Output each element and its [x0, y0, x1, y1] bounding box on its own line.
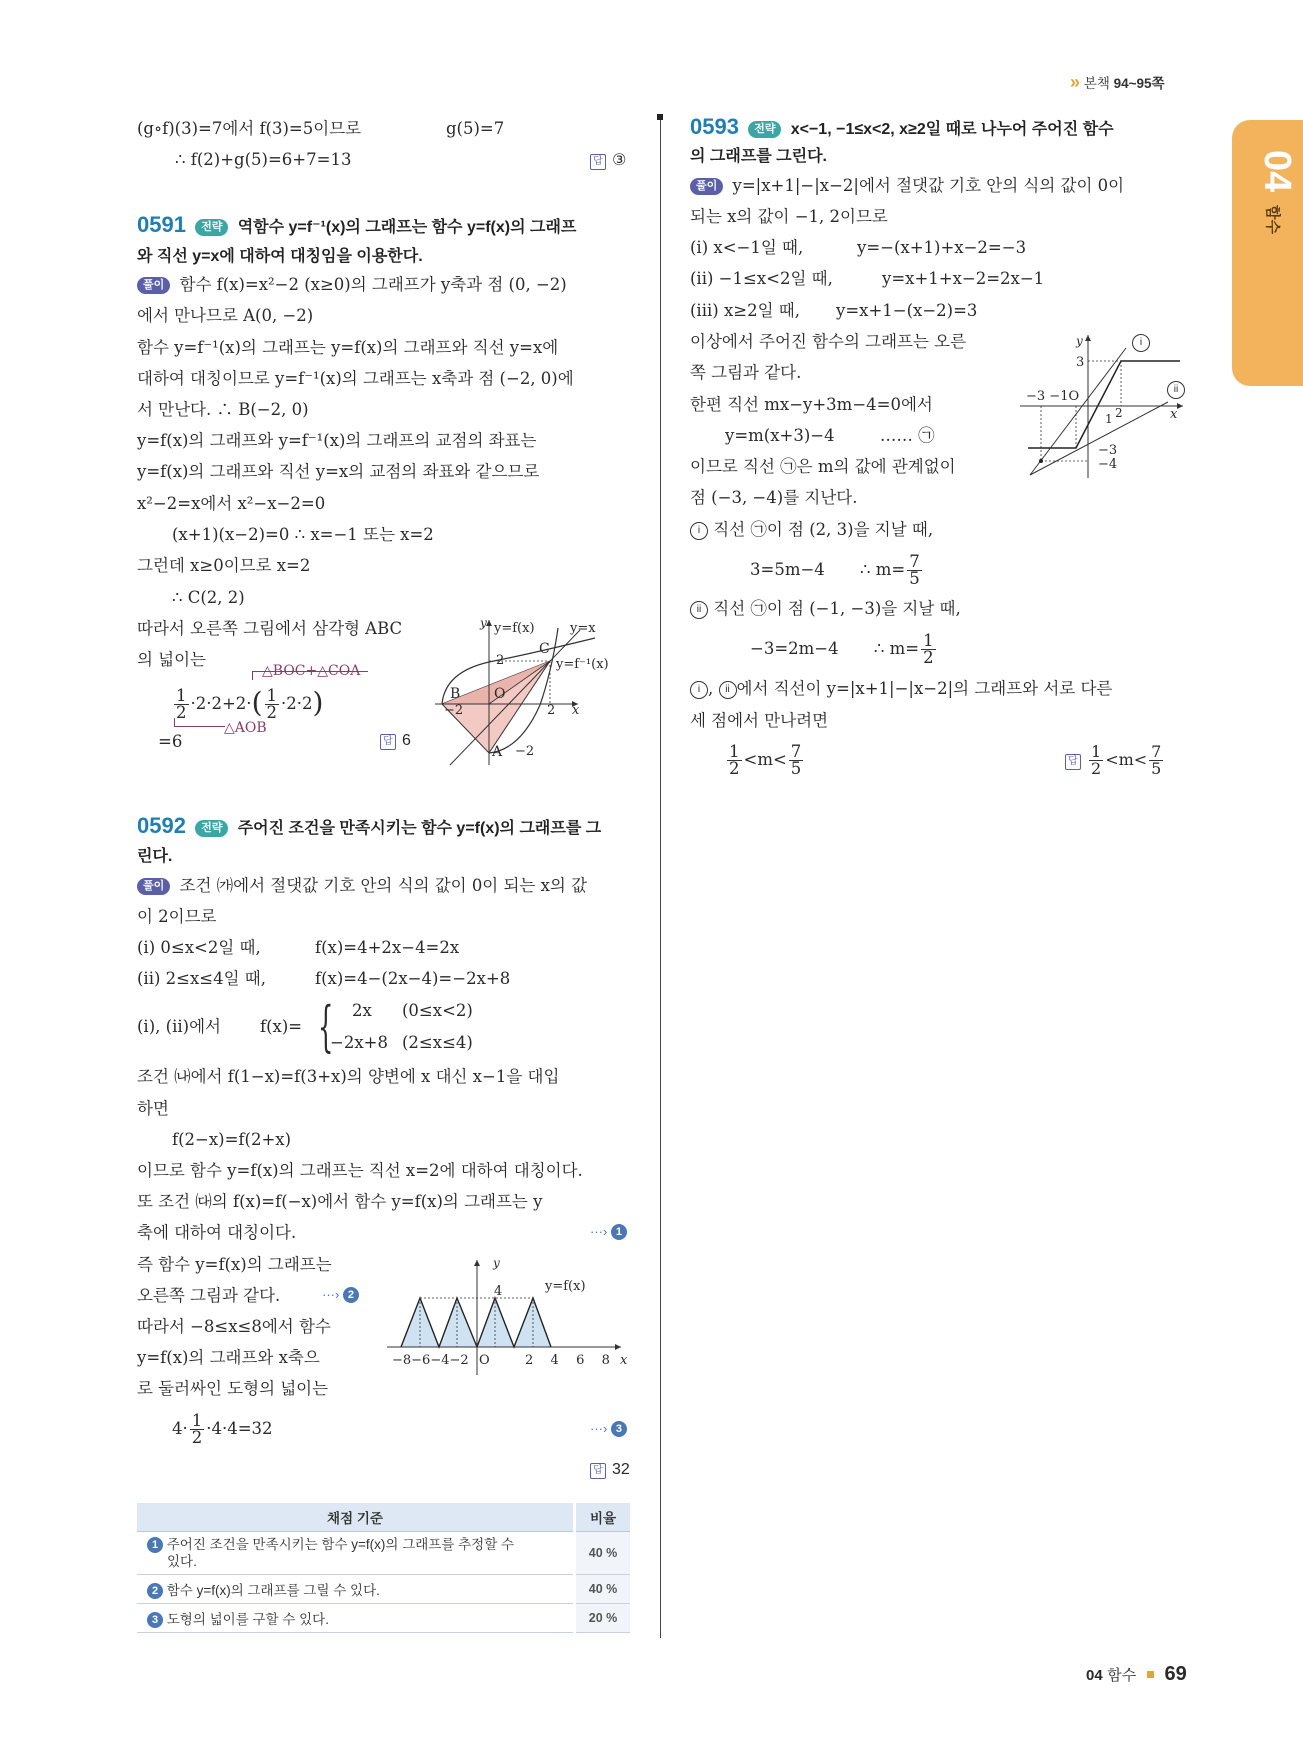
p0592-line9: 즉 함수 y=f(x)의 그래프는 — [137, 1255, 332, 1274]
p0592-strategy-text1: 주어진 조건을 만족시키는 함수 y=f(x)의 그래프를 그 — [237, 820, 602, 837]
header-arrow: » — [1070, 72, 1081, 92]
answer-icon: 답 — [380, 734, 396, 750]
answer-icon: 답 — [1065, 754, 1081, 770]
p0592-piecewise-f: f(x)= — [260, 1017, 303, 1036]
graph3-tick-m4: −4 — [1098, 457, 1118, 472]
table-row: 1 주어진 조건을 만족시키는 함수 y=f(x)의 그래프를 추정할 수 있다. 40 % — [137, 1532, 630, 1575]
p0592-strategy-text2: 린다. — [137, 848, 173, 865]
solution-tag: 풀이 — [690, 178, 723, 195]
graph-label-y: y — [480, 616, 487, 630]
p0590-line1b: g(5)=7 — [446, 119, 505, 138]
p0593-line5: 한편 직선 mx−y+3m−4=0에서 — [690, 395, 933, 414]
graph2-x-ticks-neg: −8−6−4−2 — [392, 1353, 469, 1368]
roman-i-icon: i — [690, 522, 708, 540]
p0593-case2b: y=x+1+x−2=2x−1 — [882, 269, 1045, 288]
p0592-pw2b: (2≤x≤4) — [402, 1033, 473, 1052]
graph3-tick-3: 3 — [1076, 355, 1085, 370]
step-number-icon: 1 — [147, 1537, 163, 1553]
strategy-tag: 전략 — [195, 820, 228, 837]
p0593-item1-eq: 3=5m−4 ∴ m= $\frac{7}{5}$ — [750, 552, 920, 588]
p0593-line3: 이상에서 주어진 함수의 그래프는 오른 — [690, 332, 967, 351]
half-fraction: $\frac{1}{2}$ — [176, 686, 187, 722]
p0592-answer: 답 32 — [590, 1461, 630, 1479]
p0593-line2: 되는 x의 값이 −1, 2이므로 — [690, 207, 888, 226]
step-ref-2: ···› 2 — [322, 1287, 359, 1303]
column-divider — [660, 118, 661, 1638]
p0592-line8: 축에 대하여 대칭이다. — [137, 1223, 297, 1242]
strategy-tag: 전략 — [748, 121, 781, 138]
graph3-tick-1: 1 — [1105, 412, 1113, 426]
fraction-1-2: $\frac{1}{2}$ — [923, 631, 934, 667]
p0592-pw1a: 2x — [352, 1001, 372, 1020]
step-number-icon: 2 — [147, 1583, 163, 1599]
chapter-tab-number: 04 — [1256, 150, 1298, 193]
p0593-strategy-text2: 의 그래프를 그린다. — [690, 148, 827, 165]
graph3-label-x: x — [1170, 407, 1178, 422]
p0590-answer: 답 ③ — [590, 150, 626, 170]
answer-icon: 답 — [590, 1463, 606, 1479]
p0593-case2a: (ii) −1≤x<2일 때, — [690, 269, 833, 288]
fraction-1-2: $\frac{1}{2}$ — [729, 742, 740, 778]
p0591-strategy-text2: 와 직선 y=x에 대하여 대칭임을 이용한다. — [137, 248, 423, 265]
fraction-7-5: $\frac{7}{5}$ — [909, 552, 920, 588]
graph3-label-y: y — [1076, 334, 1083, 348]
graph-tick-2y: 2 — [496, 653, 505, 668]
p0593-item1: i 직선 ㉠이 점 (2, 3)을 지날 때, — [690, 519, 933, 541]
p0592-line10: 오른쪽 그림과 같다. — [137, 1286, 281, 1305]
graph3-mark-i: i — [1132, 334, 1150, 352]
p0591-sol-line7: x²−2=x에서 x²−x−2=0 — [137, 494, 326, 513]
graph2-label-x: x — [620, 1353, 628, 1368]
chapter-tab-label: 함수 — [1264, 205, 1281, 234]
p0592-line5: f(2−x)=f(2+x) — [172, 1130, 292, 1149]
solution-tag: 풀이 — [137, 277, 170, 294]
p0593-number: 0593 — [690, 114, 739, 139]
p0591-sol-line1: 에서 만나므로 A(0, −2) — [137, 306, 314, 325]
p0591-sol-line5: y=f(x)의 그래프와 y=f⁻¹(x)의 그래프의 교점의 좌표는 — [137, 431, 537, 450]
brace-bottom-label: △AOB — [224, 720, 267, 736]
p0591-area-expr: $\frac{1}{2}$ ·2·2+2·( $\frac{1}{2}$ ·2·2) — [176, 686, 324, 722]
p0593-line8: 점 (−3, −4)를 지난다. — [690, 488, 858, 507]
graph3-mark-ii: ii — [1167, 381, 1185, 399]
p0591-sol-line4: 서 만난다. ∴ B(−2, 0) — [137, 400, 309, 419]
p0591-sol-line10: ∴ C(2, 2) — [172, 588, 245, 607]
roman-ii-icon: ii — [719, 681, 737, 699]
step-ref-3: ···› 3 — [590, 1421, 627, 1437]
p0591-answer: 답 6 — [380, 732, 411, 750]
piecewise-brace: { — [318, 995, 334, 1058]
p0591-sol-line2: 함수 y=f⁻¹(x)의 그래프는 y=f(x)의 그래프와 직선 y=x에 — [137, 338, 559, 357]
step-number-icon: 3 — [147, 1612, 163, 1628]
p0591-graph — [430, 610, 640, 768]
p0592-line14: 4· $\frac{1}{2}$ ·4·4=32 — [172, 1411, 273, 1447]
step-number-icon: 2 — [343, 1287, 359, 1303]
p0592-line7: 또 조건 ㈐의 f(x)=f(−x)에서 함수 y=f(x)의 그래프는 y — [137, 1192, 543, 1211]
p0591-sol-line9: 그런데 x≥0이므로 x=2 — [137, 556, 311, 575]
p0592-case1b: f(x)=4+2x−4=2x — [315, 938, 460, 957]
half-fraction: $\frac{1}{2}$ — [191, 1411, 203, 1447]
p0593-answer: 답 $\frac{1}{2}$ <m< $\frac{7}{5}$ — [1065, 742, 1165, 779]
p0591-sol-line12: 의 넓이는 — [137, 650, 207, 669]
p0591-sol-line0: 풀이 함수 f(x)=x²−2 (x≥0)의 그래프가 y축과 점 (0, −2) — [137, 274, 567, 296]
p0591-sol-line6: y=f(x)의 그래프와 직선 y=x의 교점의 좌표와 같으므로 — [137, 462, 540, 481]
p0593-case1b: y=−(x+1)+x−2=−3 — [857, 238, 1027, 257]
p0592-case1a: (i) 0≤x<2일 때, — [137, 938, 261, 957]
roman-ii-icon: ii — [690, 601, 708, 619]
p0591-sol-line8: (x+1)(x−2)=0 ∴ x=−1 또는 x=2 — [172, 525, 434, 544]
p0592-line11: 따라서 −8≤x≤8에서 함수 — [137, 1317, 331, 1336]
p0592-number: 0592 — [137, 813, 186, 838]
fraction-7-5: $\frac{7}{5}$ — [790, 742, 802, 778]
p0593-case3a: (iii) x≥2일 때, — [690, 301, 800, 320]
graph2-x-ticks-pos: 2 4 6 8 — [525, 1353, 613, 1368]
footer-title: 함수 — [1107, 1667, 1137, 1684]
graph-label-B: B — [450, 686, 461, 702]
graph-label-yx: y=x — [570, 621, 596, 636]
graph3-tick-neg: −3 −1O — [1026, 389, 1080, 404]
brace-top-line — [252, 671, 368, 680]
header-ref-pages: 94~95쪽 — [1113, 76, 1165, 91]
p0593-item2: ii 직선 ㉠이 점 (−1, −3)을 지날 때, — [690, 598, 961, 620]
answer-icon: 답 — [590, 154, 606, 170]
marker-giyeok: ㉠ — [918, 426, 935, 445]
graph-label-finv: y=f⁻¹(x) — [556, 657, 609, 672]
p0593-strategy — [690, 116, 1114, 141]
table-header-row — [137, 1503, 630, 1532]
p0593-final: $\frac{1}{2}$ <m< $\frac{7}{5}$ — [729, 742, 802, 778]
p0591-result: =6 — [158, 732, 183, 751]
footer-page-number: 69 — [1164, 1663, 1187, 1685]
step-number-icon: 1 — [611, 1224, 627, 1240]
criteria-header: 채점 기준 — [137, 1503, 575, 1532]
page-footer — [1086, 1663, 1187, 1686]
roman-i-icon: i — [690, 681, 708, 699]
p0590-line2: ∴ f(2)+g(5)=6+7=13 — [175, 150, 352, 169]
graph-tick-m2x: −2 — [444, 703, 464, 718]
p0591-number: 0591 — [137, 212, 186, 237]
p0592-line12: y=f(x)의 그래프와 x축으 — [137, 1348, 320, 1367]
graph2-label-O: O — [479, 1353, 490, 1368]
p0593-case1a: (i) x<−1일 때, — [690, 238, 804, 257]
p0592-case2a: (ii) 2≤x≤4일 때, — [137, 969, 266, 988]
page-header — [1070, 72, 1165, 93]
graph2-label-f: y=f(x) — [545, 1279, 586, 1294]
p0592-line6: 이므로 함수 y=f(x)의 그래프는 직선 x=2에 대하여 대칭이다. — [137, 1161, 583, 1180]
p0592-line13: 로 둘러싸인 도형의 넓이는 — [137, 1379, 329, 1398]
footer-square-icon — [1147, 1671, 1154, 1678]
p0592-line1: 풀이 조건 ㈎에서 절댓값 기호 안의 식의 값이 0이 되는 x의 값 — [137, 875, 587, 897]
graph3-tick-2: 2 — [1115, 406, 1123, 420]
graph-tick-2x: 2 — [547, 703, 556, 718]
p0591-sol-line11: 따라서 오른쪽 그림에서 삼각형 ABC — [137, 619, 403, 638]
p0593-line1: 풀이 y=|x+1|−|x−2|에서 절댓값 기호 안의 식의 값이 0이 — [690, 175, 1124, 197]
ratio-header: 비율 — [575, 1503, 631, 1532]
graph-label-C: C — [539, 641, 550, 657]
p0592-line4: 하면 — [137, 1099, 169, 1118]
p0591-strategy-text1: 역함수 y=f⁻¹(x)의 그래프는 함수 y=f(x)의 그래프 — [237, 219, 577, 236]
strategy-tag: 전략 — [195, 219, 228, 236]
p0592-line3: 조건 ㈏에서 f(1−x)=f(3+x)의 양변에 x 대신 x−1을 대입 — [137, 1067, 560, 1086]
graph3-tick-m3: −3 — [1098, 443, 1118, 458]
scoring-criteria-table — [137, 1503, 630, 1633]
p0591-sol-line3: 대하여 대칭이므로 y=f⁻¹(x)의 그래프는 x축과 점 (−2, 0)에 — [137, 369, 574, 388]
p0593-line4: 쪽 그림과 같다. — [690, 363, 802, 382]
header-ref-label: 본책 — [1083, 76, 1110, 91]
p0593-strategy-text1: x<−1, −1≤x<2, x≥2일 때로 나누어 주어진 함수 — [790, 121, 1114, 138]
p0593-item2-eq: −3=2m−4 ∴ m= $\frac{1}{2}$ — [750, 631, 934, 667]
p0593-line9: i , ii 에서 직선이 y=|x+1|−|x−2|의 그래프와 서로 다른 — [690, 678, 1112, 700]
graph-label-A: A — [492, 744, 503, 760]
p0592-strategy — [137, 815, 601, 840]
p0592-pw2a: −2x+8 — [330, 1033, 388, 1052]
p0592-line2: 이 2이므로 — [137, 907, 217, 926]
graph-label-x: x — [572, 703, 580, 718]
p0592-case2b: f(x)=4−(2x−4)=−2x+8 — [315, 969, 511, 988]
p0590-line1a: (g∘f)(3)=7에서 f(3)=5이므로 — [137, 119, 362, 138]
chapter-side-tab — [1232, 120, 1303, 386]
p0591-strategy — [137, 214, 576, 239]
graph2-tick-4: 4 — [494, 1284, 503, 1299]
step-ref-1: ···› 1 — [590, 1224, 627, 1240]
graph-label-O: O — [494, 686, 506, 702]
p0593-line7: 이므로 직선 ㉠은 m의 값에 관계없이 — [690, 457, 956, 476]
solution-tag: 풀이 — [137, 878, 170, 895]
p0592-pw1b: (0≤x<2) — [402, 1001, 473, 1020]
half-fraction: $\frac{1}{2}$ — [266, 686, 277, 722]
p0593-line10: 세 점에서 만나려면 — [690, 711, 829, 730]
brace-bottom-line — [174, 718, 225, 727]
p0592-piecewise-lead: (i), (ii)에서 — [137, 1017, 221, 1036]
table-row: 2 함수 y=f(x)의 그래프를 그릴 수 있다. 40 % — [137, 1575, 630, 1604]
graph-tick-m2y: −2 — [515, 744, 535, 759]
graph-label-f: y=f(x) — [494, 621, 535, 636]
step-number-icon: 3 — [611, 1421, 627, 1437]
brace-top-label: △BOC+△COA — [262, 663, 361, 679]
footer-chapter: 04 — [1086, 1667, 1103, 1684]
table-row: 3 도형의 넓이를 구할 수 있다. 20 % — [137, 1604, 630, 1633]
p0593-case3b: y=x+1−(x−2)=3 — [836, 301, 978, 320]
p0593-line6: y=m(x+3)−4 …… ㉠ — [725, 426, 935, 445]
graph2-label-y: y — [493, 1256, 500, 1270]
divider-cap — [657, 114, 663, 120]
